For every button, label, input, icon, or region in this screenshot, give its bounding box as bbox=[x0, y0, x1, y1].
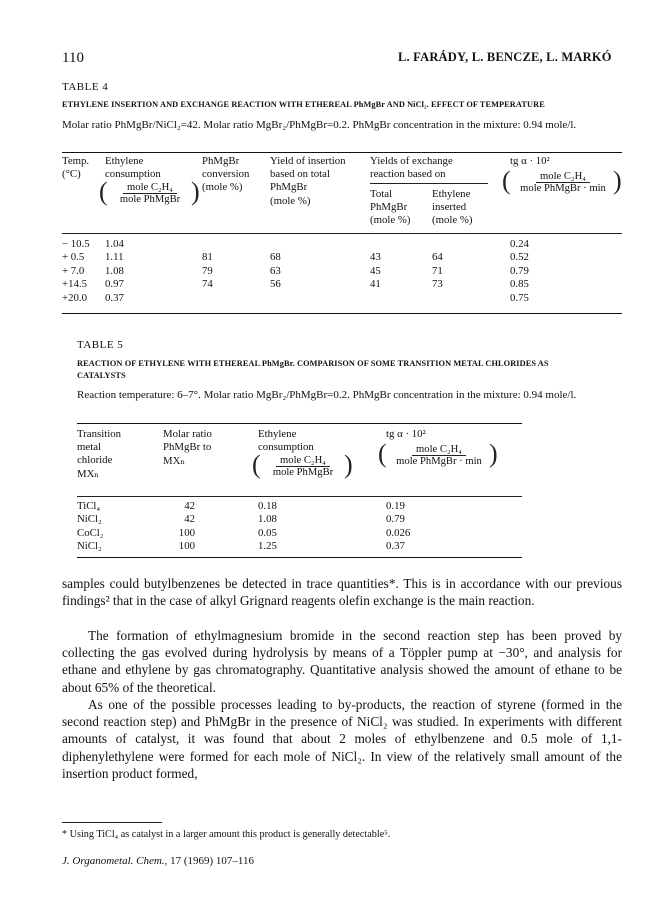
t5-tg-num: mole C₂H₄ bbox=[412, 444, 466, 456]
t4-h-total: Total bbox=[370, 188, 393, 200]
t4-cell-temp: +14.5 bbox=[62, 278, 87, 291]
t4-cell-conv: 79 bbox=[202, 264, 213, 277]
table4-top-rule bbox=[62, 152, 622, 153]
t5-cell-eth: 1.08 bbox=[258, 513, 277, 526]
t4-tg-den: mole PhMgBr · min bbox=[520, 183, 606, 194]
t4-cell-temp: − 10.5 bbox=[62, 238, 90, 250]
t4-tg-left-paren: ( bbox=[502, 166, 511, 195]
table5-conditions: Reaction temperature: 6–7°. Molar ratio MgBr₂/PhMgBr=0.2. PhMgBr concentration in the mixture: 0.94 mole/l. bbox=[77, 389, 577, 401]
t4-h-yield-ins: Yield of insertion bbox=[270, 155, 346, 167]
t5-ec-right-paren: ) bbox=[344, 450, 353, 479]
table4-caption: ETHYLENE INSERTION AND EXCHANGE REACTION WITH ETHEREAL PhMgBr AND NiCl₂. EFFECT OF TEMPERATURE bbox=[62, 100, 545, 109]
table4-bottom-rule bbox=[62, 313, 622, 314]
t4-h-ethylene: Ethylene bbox=[105, 155, 144, 167]
t4-cell-ethylene: 0.97 bbox=[105, 278, 124, 291]
body-paragraph-2: The formation of ethylmagnesium bromide in the second reaction step has been proved by collecting the gas evolved during hydrolysis by means of a Töppler pump at −30°, and analysis for ethane and ethylene by gas chromatography. Quantitative analysis showed the amount of ethane to be about 65% of the theoretical. bbox=[62, 628, 622, 695]
t4-h-eth-ins-3: (mole %) bbox=[432, 214, 473, 226]
t4-ethylene-den: mole PhMgBr bbox=[119, 194, 181, 205]
t5-cell-metal: NiCl₂ bbox=[77, 540, 102, 553]
t5-cell-tg: 0.37 bbox=[386, 540, 405, 553]
t5-tg-left-paren: ( bbox=[378, 439, 387, 468]
t5-cell-metal: TiCl₄ bbox=[77, 500, 101, 512]
t4-cell-total: 45 bbox=[370, 264, 381, 277]
t4-tg-num: mole C₂H₄ bbox=[536, 171, 590, 183]
t5-tg-fraction bbox=[387, 444, 491, 467]
table5-top-rule bbox=[77, 423, 522, 424]
table5-header-rule bbox=[77, 496, 522, 497]
t4-exchange-subrule bbox=[370, 183, 488, 184]
table5-bottom-rule bbox=[77, 557, 522, 558]
t4-ethylene-right-paren: ) bbox=[191, 177, 200, 206]
t4-tg-right-paren: ) bbox=[613, 166, 622, 195]
t4-cell-ins: 68 bbox=[270, 251, 281, 264]
t5-cell-eth: 0.18 bbox=[258, 500, 277, 512]
t5-cell-ratio: 100 bbox=[178, 526, 195, 539]
table4-conditions: Molar ratio PhMgBr/NiCl₂=42. Molar ratio MgBr₂/PhMgBr=0.2. PhMgBr concentration in the mixture: 0.94 mole/l. bbox=[62, 119, 577, 131]
t5-h-mr-3: MXₙ bbox=[163, 455, 186, 467]
t4-cell-inserted: 64 bbox=[432, 251, 443, 264]
t4-h-ethylene-2: consumption bbox=[105, 168, 161, 180]
t5-cell-eth: 1.25 bbox=[258, 540, 277, 553]
t4-cell-tg: 0.24 bbox=[510, 238, 529, 250]
t4-ethylene-left-paren: ( bbox=[99, 177, 108, 206]
t5-ec-fraction bbox=[261, 455, 345, 478]
t4-cell-ethylene: 0.37 bbox=[105, 291, 124, 304]
body-paragraph-3: As one of the possible processes leading to by-products, the reaction of styrene (formed in the second reaction step) and PhMgBr in the presence of NiCl₂ was studied. In experiments with different amounts of catalyst, it was found that about 2 moles of ethylbenzene and 0.5 mole of 1,1-diphenylethylene were formed for each mole of NiCl₂. In view of the relatively small amount of the insertion product formed, bbox=[62, 697, 622, 781]
t5-h-tm-2: metal bbox=[77, 441, 101, 453]
journal-name: J. Organometal. Chem., bbox=[62, 855, 168, 867]
t5-h-tm-4: MXₙ bbox=[77, 468, 100, 480]
t4-cell-ins: 56 bbox=[270, 278, 281, 291]
t5-ec-left-paren: ( bbox=[252, 450, 261, 479]
t4-cell-tg: 0.75 bbox=[510, 291, 529, 304]
t4-h-phmgbr-2: conversion bbox=[202, 168, 250, 180]
table4-label: TABLE 4 bbox=[62, 81, 109, 93]
t4-cell-tg: 0.85 bbox=[510, 278, 529, 291]
t4-cell-total: 43 bbox=[370, 251, 381, 264]
t4-cell-ethylene: 1.04 bbox=[105, 238, 124, 250]
footnote-rule bbox=[62, 822, 162, 823]
t5-cell-tg: 0.19 bbox=[386, 500, 405, 512]
t4-cell-temp: +20.0 bbox=[62, 291, 87, 304]
t4-h-temp: Temp. bbox=[62, 155, 90, 167]
t4-h-total-3: (mole %) bbox=[370, 214, 411, 226]
t4-h-tg: tg α · 10² bbox=[510, 155, 550, 167]
t4-h-temp-unit: (°C) bbox=[62, 168, 81, 180]
page-number: 110 bbox=[62, 50, 84, 66]
t4-tg-fraction bbox=[511, 171, 615, 194]
t4-cell-total: 41 bbox=[370, 278, 381, 291]
t5-h-tg: tg α · 10² bbox=[386, 428, 426, 440]
t5-cell-metal: NiCl₂ bbox=[77, 513, 102, 526]
t4-cell-ethylene: 1.11 bbox=[105, 251, 124, 264]
table5-caption-2: CATALYSTS bbox=[77, 371, 126, 380]
t5-cell-ratio: 100 bbox=[178, 540, 195, 553]
table5-label: TABLE 5 bbox=[77, 339, 124, 351]
t5-tg-right-paren: ) bbox=[489, 439, 498, 468]
t5-h-tm: Transition bbox=[77, 428, 121, 440]
t4-h-yield-ins-4: (mole %) bbox=[270, 195, 311, 207]
t4-cell-inserted: 73 bbox=[432, 278, 443, 291]
t4-cell-ethylene: 1.08 bbox=[105, 264, 124, 277]
t5-cell-metal: CoCl₂ bbox=[77, 526, 104, 539]
t4-cell-temp: + 7.0 bbox=[62, 264, 85, 277]
journal-reference bbox=[62, 855, 254, 867]
t4-ethylene-num: mole C₂H₄ bbox=[123, 182, 177, 194]
t4-cell-ins: 63 bbox=[270, 264, 281, 277]
footnote: * Using TiCl₄ as catalyst in a larger amount this product is generally detectable⁵. bbox=[62, 829, 391, 840]
t5-cell-ratio: 42 bbox=[184, 513, 195, 526]
t4-cell-conv: 74 bbox=[202, 278, 213, 291]
t5-h-ec: Ethylene bbox=[258, 428, 297, 440]
t5-h-ec-2: consumption bbox=[258, 441, 314, 453]
t4-h-yield-ex: Yields of exchange bbox=[370, 155, 453, 167]
t4-cell-inserted: 71 bbox=[432, 264, 443, 277]
t4-h-phmgbr: PhMgBr bbox=[202, 155, 240, 167]
t4-h-eth-ins-2: inserted bbox=[432, 201, 467, 213]
table4-header-rule bbox=[62, 233, 622, 234]
table5-caption-1: REACTION OF ETHYLENE WITH ETHEREAL PhMgBr. COMPARISON OF SOME TRANSITION METAL CHLORIDES AS bbox=[77, 359, 549, 368]
t4-h-yield-ins-2: based on total bbox=[270, 168, 330, 180]
t5-h-mr: Molar ratio bbox=[163, 428, 212, 440]
journal-volume: 17 (1969) 107–116 bbox=[170, 855, 254, 867]
t4-h-total-2: PhMgBr bbox=[370, 201, 408, 213]
t4-h-eth-ins: Ethylene bbox=[432, 188, 471, 200]
t4-ethylene-fraction bbox=[108, 182, 192, 205]
t4-cell-conv: 81 bbox=[202, 251, 213, 264]
t5-cell-ratio: 42 bbox=[184, 500, 195, 512]
t4-cell-tg: 0.52 bbox=[510, 251, 529, 264]
t5-tg-den: mole PhMgBr · min bbox=[396, 456, 482, 467]
t5-cell-tg: 0.026 bbox=[386, 526, 411, 539]
body-paragraph-1: samples could butylbenzenes be detected in trace quantities*. This is in accordance with our previous findings² that in the case of alkyl Grignard reagents olefin exchange is the main reaction. bbox=[62, 576, 622, 609]
t4-h-yield-ex-2: reaction based on bbox=[370, 168, 446, 180]
t5-cell-tg: 0.79 bbox=[386, 513, 405, 526]
t5-h-mr-2: PhMgBr to bbox=[163, 441, 212, 453]
t5-ec-num: mole C₂H₄ bbox=[276, 455, 330, 467]
t4-cell-temp: + 0.5 bbox=[62, 251, 85, 264]
t5-h-tm-3: chloride bbox=[77, 454, 113, 466]
t4-h-phmgbr-3: (mole %) bbox=[202, 181, 243, 193]
t5-ec-den: mole PhMgBr bbox=[272, 467, 334, 478]
t4-cell-tg: 0.79 bbox=[510, 264, 529, 277]
running-head: L. FARÁDY, L. BENCZE, L. MARKÓ bbox=[398, 50, 612, 64]
t5-cell-eth: 0.05 bbox=[258, 526, 277, 539]
t4-h-yield-ins-3: PhMgBr bbox=[270, 181, 308, 193]
